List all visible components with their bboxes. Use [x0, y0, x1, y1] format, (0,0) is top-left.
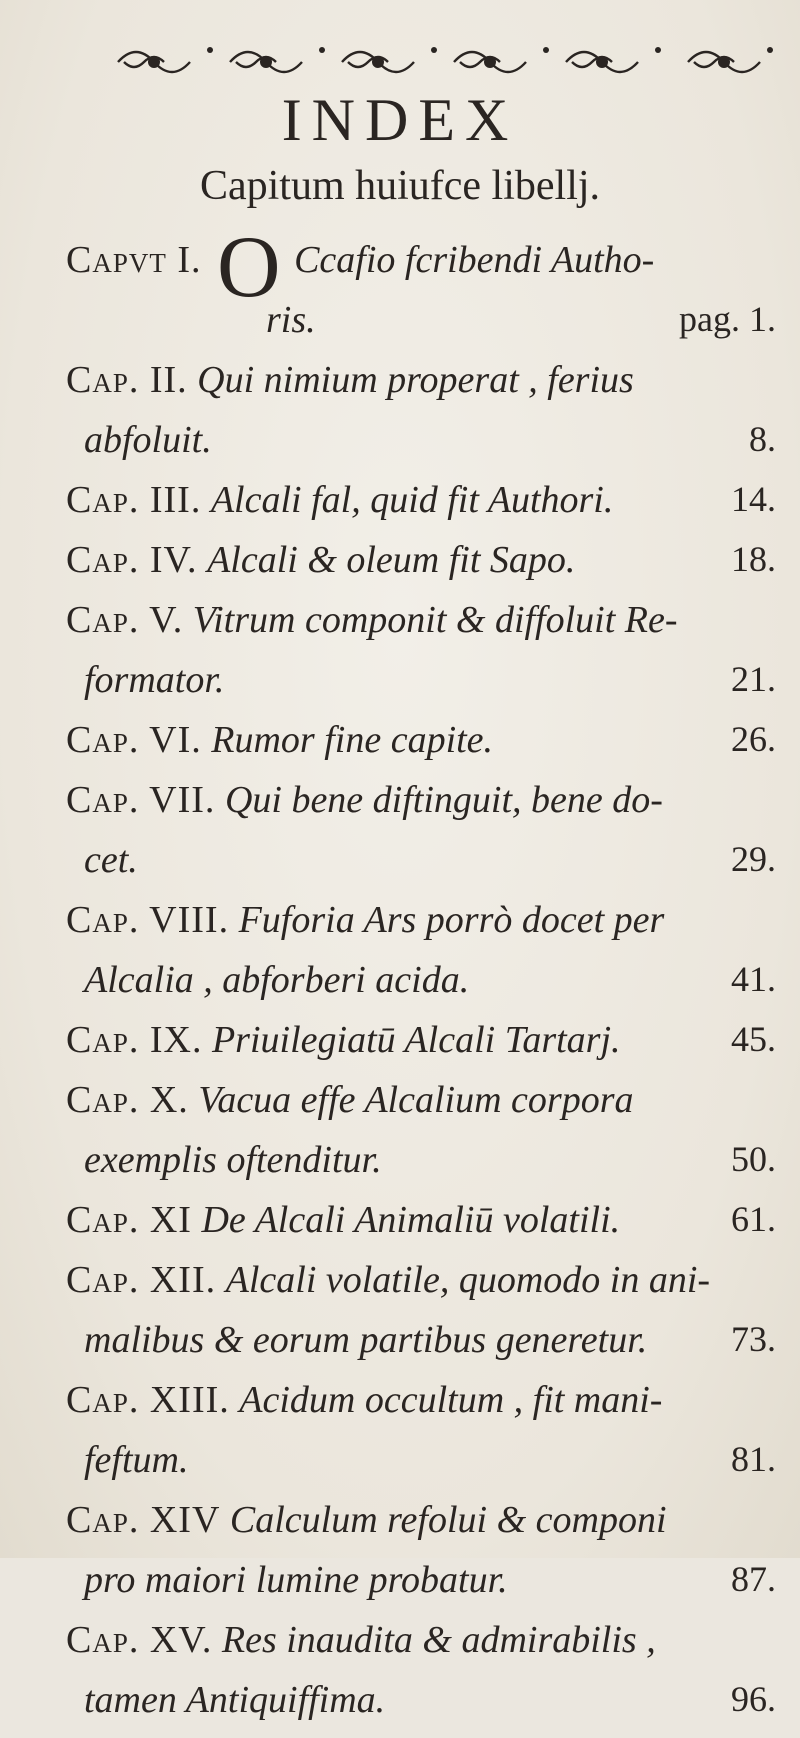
- chapter-entry: [66, 1198, 776, 1258]
- entry-line: [66, 1078, 776, 1138]
- page-number: 87.: [731, 1559, 776, 1599]
- entry-line: [66, 1558, 776, 1618]
- entry-line: [66, 358, 776, 418]
- entry-line: [66, 718, 776, 778]
- chapter-title: cet.: [84, 839, 138, 881]
- page-number: 45.: [731, 1019, 776, 1059]
- chapter-entry: [66, 1018, 776, 1078]
- chapter-title: Vacua effe Alcalium corpora: [198, 1079, 634, 1121]
- chapter-title: Vitrum componit & diffoluit Re-: [192, 599, 678, 641]
- chapter-number: Cap. X.: [66, 1079, 189, 1121]
- chapter-entry: [66, 1258, 776, 1378]
- chapter-title: Ccafio fcribendi Autho-: [294, 239, 655, 281]
- chapter-entry: [66, 1078, 776, 1198]
- entry-line: [66, 298, 776, 358]
- chapter-entry: [66, 478, 776, 538]
- chapter-entry: [66, 219, 776, 358]
- entry-line: [66, 1198, 776, 1258]
- chapter-title: malibus & eorum partibus generetur.: [84, 1319, 648, 1361]
- entry-line: [66, 478, 776, 538]
- index-subtitle: Capitum huiufce libellj.: [199, 163, 601, 209]
- chapter-title: Res inaudita & admirabilis ,: [221, 1619, 656, 1661]
- chapter-title: Priuilegiatū Alcali Tartarj.: [211, 1019, 621, 1061]
- chapter-title: Qui nimium properat , ferius: [197, 359, 634, 401]
- entry-line: [66, 1498, 776, 1558]
- chapter-number: Cap. XII.: [66, 1259, 217, 1301]
- entry-line: [66, 1318, 776, 1378]
- chapter-entry: [66, 778, 776, 898]
- chapter-title: feftum.: [84, 1439, 189, 1481]
- entry-line: [66, 838, 776, 898]
- page-number: 14.: [731, 479, 776, 519]
- entry-line: [66, 538, 776, 598]
- entry-line: [66, 1258, 776, 1318]
- page-number: 81.: [731, 1439, 776, 1479]
- entry-line: [66, 418, 776, 478]
- chapter-title: De Alcali Animaliū volatili.: [201, 1199, 621, 1241]
- entry-line: [66, 958, 776, 1018]
- page-number: 96.: [731, 1679, 776, 1719]
- chapter-title: Calculum refolui & componi: [229, 1499, 667, 1541]
- chapter-title: Rumor fine capite.: [211, 719, 494, 761]
- chapter-number: Cap. XV.: [66, 1619, 213, 1661]
- chapter-number: Cap. XIV: [66, 1499, 221, 1541]
- chapter-title: Alcali fal, quid fit Authori.: [210, 479, 614, 521]
- page-number: 50.: [731, 1139, 776, 1179]
- chapter-number: Cap. II.: [66, 359, 188, 401]
- chapter-number: Cap. VI.: [66, 719, 202, 761]
- chapter-entry: [66, 358, 776, 478]
- page-number: 26.: [731, 719, 776, 759]
- chapter-title: formator.: [84, 659, 225, 701]
- chapter-entry: [66, 538, 776, 598]
- drop-capital: O: [217, 219, 281, 316]
- entry-line: [66, 658, 776, 718]
- entry-line: [66, 598, 776, 658]
- chapter-list: [66, 219, 776, 1738]
- chapter-title: Alcalia , abforberi acida.: [84, 959, 470, 1001]
- page-number: 41.: [731, 959, 776, 999]
- entry-line: [66, 778, 776, 838]
- chapter-number: Cap. XIII.: [66, 1379, 230, 1421]
- entry-line: [66, 1678, 776, 1738]
- chapter-title: Qui bene diftinguit, bene do-: [224, 779, 663, 821]
- entry-line: [66, 1438, 776, 1498]
- chapter-title: Alcali volatile, quomodo in ani-: [225, 1259, 711, 1301]
- entry-line: [66, 1138, 776, 1198]
- page-number: 8.: [749, 419, 776, 459]
- page-number: 18.: [731, 539, 776, 579]
- entry-line: [66, 219, 776, 316]
- page-number: pag. 1.: [679, 299, 776, 339]
- chapter-entry: [66, 1378, 776, 1498]
- chapter-number: Cap. XI: [66, 1199, 192, 1241]
- page-number: 29.: [731, 839, 776, 879]
- page-number: 61.: [731, 1199, 776, 1239]
- chapter-number: Cap. V.: [66, 599, 184, 641]
- page-number: 73.: [731, 1319, 776, 1359]
- index-title: INDEX: [281, 87, 519, 153]
- chapter-entry: [66, 898, 776, 1018]
- entry-line: [66, 898, 776, 958]
- chapter-entry: [66, 1498, 776, 1618]
- chapter-entry: [66, 718, 776, 778]
- chapter-title: abfoluit.: [84, 419, 212, 461]
- chapter-title: tamen Antiquiffima.: [84, 1679, 386, 1721]
- chapter-entry: [66, 1618, 776, 1738]
- chapter-number: Cap. IX.: [66, 1019, 203, 1061]
- page-number: 21.: [731, 659, 776, 699]
- chapter-title: exemplis oftenditur.: [84, 1139, 382, 1181]
- entry-line: [66, 1618, 776, 1678]
- chapter-title: Acidum occultum , fit mani-: [239, 1379, 663, 1421]
- fleuron-ornament-band: [110, 40, 790, 84]
- chapter-title: ris.: [266, 299, 316, 341]
- chapter-title: Fuforia Ars porrò docet per: [238, 899, 665, 941]
- entry-line: [66, 1018, 776, 1078]
- chapter-number: Cap. VIII.: [66, 899, 230, 941]
- chapter-title: pro maiori lumine probatur.: [84, 1559, 508, 1601]
- entry-line: [66, 1378, 776, 1438]
- chapter-number: Capvt I.: [66, 239, 202, 281]
- chapter-number: Cap. IV.: [66, 539, 198, 581]
- chapter-number: Cap. III.: [66, 479, 202, 521]
- chapter-title: Alcali & oleum fit Sapo.: [207, 539, 576, 581]
- chapter-entry: [66, 598, 776, 718]
- chapter-number: Cap. VII.: [66, 779, 216, 821]
